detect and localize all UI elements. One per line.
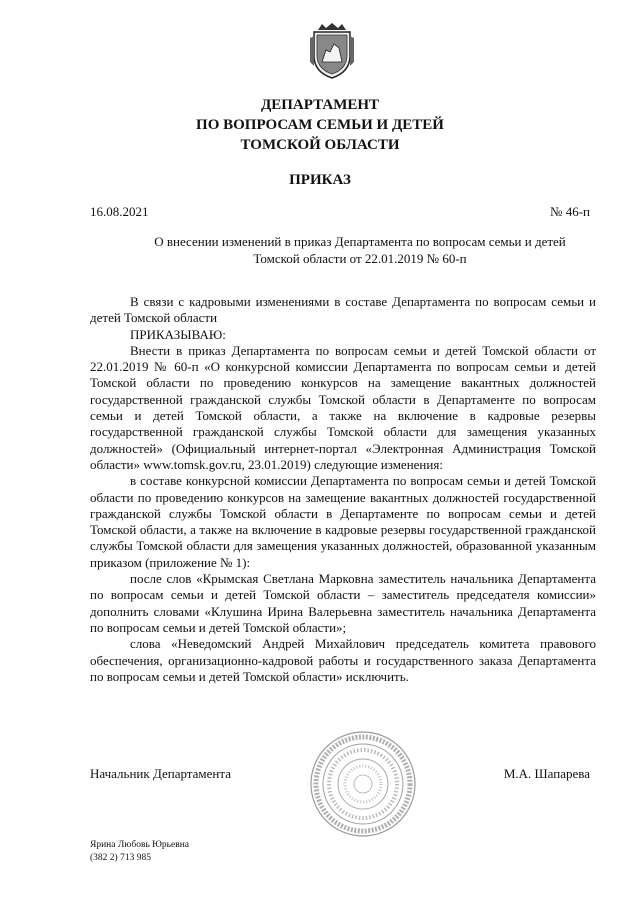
signatory-name: М.А. Шапарева: [503, 766, 590, 781]
department-name-line-2: ПО ВОПРОСАМ СЕМЬИ И ДЕТЕЙ: [196, 117, 444, 133]
body-paragraph-5: после слов «Крымская Светлана Марковна заместитель начальника Департамента по вопросам семьи и детей Томской области – заместитель председателя комиссии» дополнить словами «Клушина Ирина Валерьевна заместитель начальника Департамента по вопросам семьи и детей Томской области»;: [90, 571, 596, 635]
executor-phone: (382 2) 713 985: [90, 853, 151, 863]
document-number: № 46-п: [550, 204, 590, 219]
body-paragraph-4: в составе конкурсной комиссии Департамента по вопросам семьи и детей Томской области по проведению конкурсов на замещение вакантных должностей государственной гражданской службы Томской области в Департаменте по вопросам семьи и детей Томской области, а также на включение в кадровые резервы государственной гражданской службы Томской области для замещения указанных должностей, образованной указанным приказом (приложение № 1):: [90, 473, 596, 570]
subject-line-2: Томской области от 22.01.2019 № 60-п: [253, 251, 467, 266]
document-body: [90, 294, 596, 685]
official-seal-stamp: [307, 728, 419, 840]
subject-line-1: О внесении изменений в приказ Департамента по вопросам семьи и детей: [154, 234, 566, 249]
tomsk-coat-of-arms-icon: [308, 22, 356, 80]
body-paragraph-1: В связи с кадровыми изменениями в составе Департамента по вопросам семьи и детей Томской области: [90, 294, 596, 326]
department-name-line-1: ДЕПАРТАМЕНТ: [260, 97, 380, 113]
executor-name: Ярина Любовь Юрьевна: [90, 840, 190, 850]
signatory-position: Начальник Департамента: [90, 766, 231, 781]
document-type: ПРИКАЗ: [289, 172, 351, 188]
document-subject: [130, 233, 590, 267]
body-paragraph-3: Внести в приказ Департамента по вопросам семьи и детей Томской области от 22.01.2019 № 60-п «О конкурсной комиссии Департамента по вопросам семьи и детей Томской области по проведению конкурсов на замещение вакантных должностей государственной гражданской службы Томской области в Департаменте по вопросам семьи и детей Томской области, а также на включение в кадровые резервы государственной гражданской службы Томской области для замещения указанных должностей» (Официальный интернет-портал «Электронная Администрация Томской области» www.tomsk.gov.ru, 23.01.2019) следующие изменения:: [90, 342, 596, 472]
department-name-line-3: ТОМСКОЙ ОБЛАСТИ: [240, 137, 400, 153]
order-keyword: ПРИКАЗЫВАЮ:: [130, 326, 226, 342]
body-paragraph-6: слова «Неведомский Андрей Михайлович председатель комитета правового обеспечения, организационно-кадровой работы и государственного заказа Департамента по вопросам семьи и детей Томской области» исключить.: [90, 636, 596, 684]
document-date: 16.08.2021: [90, 204, 149, 219]
